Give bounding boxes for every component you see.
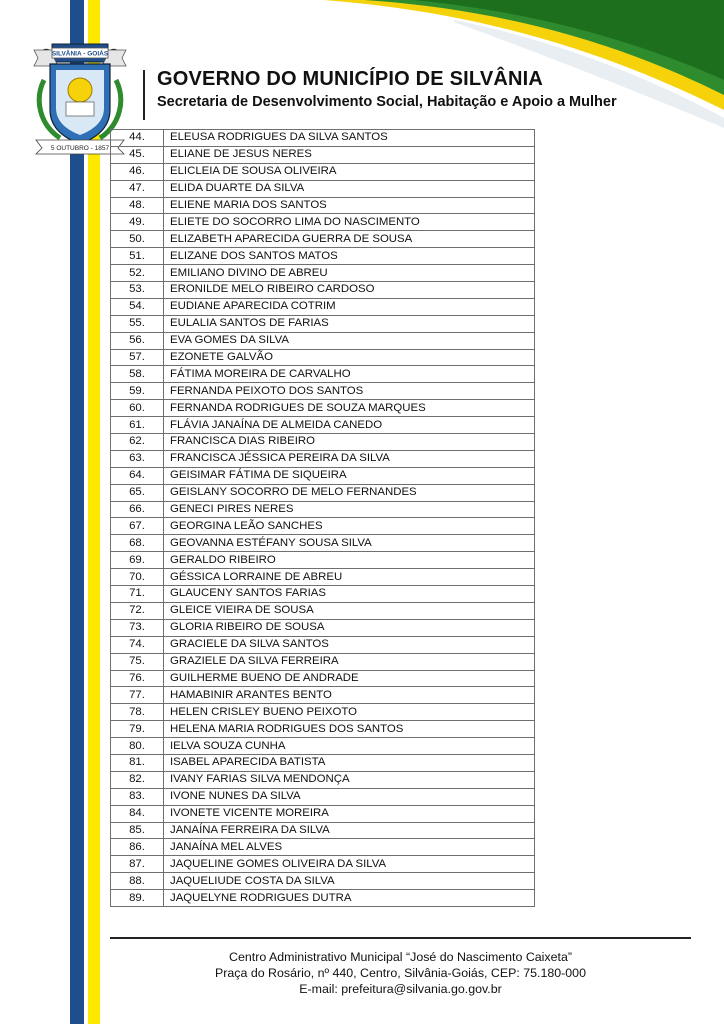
row-name: GRAZIELE DA SILVA FERREIRA bbox=[164, 653, 535, 670]
table-row bbox=[111, 400, 535, 417]
table-row bbox=[111, 248, 535, 265]
row-number: 82. bbox=[111, 771, 164, 788]
row-name: GLEICE VIEIRA DE SOUSA bbox=[164, 602, 535, 619]
table-row bbox=[111, 434, 535, 451]
row-number: 49. bbox=[111, 214, 164, 231]
row-name: ERONILDE MELO RIBEIRO CARDOSO bbox=[164, 282, 535, 299]
crest-banner-bottom: 5 OUTUBRO - 1857 bbox=[50, 145, 110, 152]
row-name: IVONE NUNES DA SILVA bbox=[164, 788, 535, 805]
row-name: GLORIA RIBEIRO DE SOUSA bbox=[164, 619, 535, 636]
row-name: HAMABINIR ARANTES BENTO bbox=[164, 687, 535, 704]
table-row bbox=[111, 805, 535, 822]
row-name: JAQUELINE GOMES OLIVEIRA DA SILVA bbox=[164, 856, 535, 873]
table-row bbox=[111, 653, 535, 670]
row-name: IVONETE VICENTE MOREIRA bbox=[164, 805, 535, 822]
row-number: 74. bbox=[111, 636, 164, 653]
header-swoosh-graphic bbox=[304, 0, 724, 130]
row-number: 80. bbox=[111, 738, 164, 755]
table-row bbox=[111, 180, 535, 197]
row-name: FLÁVIA JANAÍNA DE ALMEIDA CANEDO bbox=[164, 417, 535, 434]
row-number: 85. bbox=[111, 822, 164, 839]
row-name: GEISIMAR FÁTIMA DE SIQUEIRA bbox=[164, 467, 535, 484]
row-name: GEISLANY SOCORRO DE MELO FERNANDES bbox=[164, 484, 535, 501]
row-number: 53. bbox=[111, 282, 164, 299]
row-number: 79. bbox=[111, 721, 164, 738]
row-number: 77. bbox=[111, 687, 164, 704]
row-name: ELIETE DO SOCORRO LIMA DO NASCIMENTO bbox=[164, 214, 535, 231]
table-row bbox=[111, 417, 535, 434]
row-number: 68. bbox=[111, 535, 164, 552]
table-row bbox=[111, 467, 535, 484]
table-row bbox=[111, 366, 535, 383]
row-name: FERNANDA RODRIGUES DE SOUZA MARQUES bbox=[164, 400, 535, 417]
row-name: JANAÍNA MEL ALVES bbox=[164, 839, 535, 856]
row-number: 58. bbox=[111, 366, 164, 383]
row-number: 56. bbox=[111, 332, 164, 349]
table-row bbox=[111, 754, 535, 771]
row-number: 76. bbox=[111, 670, 164, 687]
table-row bbox=[111, 197, 535, 214]
table-row bbox=[111, 839, 535, 856]
row-number: 61. bbox=[111, 417, 164, 434]
row-number: 51. bbox=[111, 248, 164, 265]
row-name: FERNANDA PEIXOTO DOS SANTOS bbox=[164, 383, 535, 400]
table-row bbox=[111, 771, 535, 788]
row-name: GENECI PIRES NERES bbox=[164, 501, 535, 518]
table-row bbox=[111, 788, 535, 805]
table-row bbox=[111, 484, 535, 501]
row-name: ELICLEIA DE SOUSA OLIVEIRA bbox=[164, 163, 535, 180]
row-name: FÁTIMA MOREIRA DE CARVALHO bbox=[164, 366, 535, 383]
table-row bbox=[111, 822, 535, 839]
row-number: 73. bbox=[111, 619, 164, 636]
footer-address-line-2: Praça do Rosário, nº 440, Centro, Silvânia-Goiás, CEP: 75.180-000 bbox=[215, 966, 586, 980]
table-row bbox=[111, 298, 535, 315]
table-row bbox=[111, 704, 535, 721]
row-number: 46. bbox=[111, 163, 164, 180]
row-name: FRANCISCA JÉSSICA PEREIRA DA SILVA bbox=[164, 450, 535, 467]
row-number: 54. bbox=[111, 298, 164, 315]
table-row bbox=[111, 586, 535, 603]
row-name: GÉSSICA LORRAINE DE ABREU bbox=[164, 569, 535, 586]
table-row bbox=[111, 332, 535, 349]
row-name: IVANY FARIAS SILVA MENDONÇA bbox=[164, 771, 535, 788]
row-number: 60. bbox=[111, 400, 164, 417]
table-row bbox=[111, 163, 535, 180]
row-number: 89. bbox=[111, 890, 164, 907]
row-number: 63. bbox=[111, 450, 164, 467]
row-name: GLAUCENY SANTOS FARIAS bbox=[164, 586, 535, 603]
footer-address-line-1: Centro Administrativo Municipal “José do Nascimento Caixeta” bbox=[229, 950, 572, 964]
table-row bbox=[111, 602, 535, 619]
table-row bbox=[111, 535, 535, 552]
row-number: 52. bbox=[111, 265, 164, 282]
table-row bbox=[111, 856, 535, 873]
table-row bbox=[111, 721, 535, 738]
row-name: ELIENE MARIA DOS SANTOS bbox=[164, 197, 535, 214]
table-row bbox=[111, 315, 535, 332]
table-row bbox=[111, 636, 535, 653]
table-row bbox=[111, 231, 535, 248]
row-number: 86. bbox=[111, 839, 164, 856]
row-number: 50. bbox=[111, 231, 164, 248]
row-name: IELVA SOUZA CUNHA bbox=[164, 738, 535, 755]
table-row bbox=[111, 619, 535, 636]
page-subtitle: Secretaria de Desenvolvimento Social, Habitação e Apoio a Mulher bbox=[157, 94, 617, 110]
table-row bbox=[111, 450, 535, 467]
row-name: EUDIANE APARECIDA COTRIM bbox=[164, 298, 535, 315]
row-number: 55. bbox=[111, 315, 164, 332]
row-name: EMILIANO DIVINO DE ABREU bbox=[164, 265, 535, 282]
row-number: 84. bbox=[111, 805, 164, 822]
table-row bbox=[111, 569, 535, 586]
row-number: 44. bbox=[111, 130, 164, 147]
row-name: FRANCISCA DIAS RIBEIRO bbox=[164, 434, 535, 451]
row-number: 66. bbox=[111, 501, 164, 518]
footer-email: E-mail: prefeitura@silvania.go.gov.br bbox=[299, 982, 502, 996]
row-name: ELIZABETH APARECIDA GUERRA DE SOUSA bbox=[164, 231, 535, 248]
row-name: GUILHERME BUENO DE ANDRADE bbox=[164, 670, 535, 687]
row-name: ISABEL APARECIDA BATISTA bbox=[164, 754, 535, 771]
table-row bbox=[111, 214, 535, 231]
row-number: 57. bbox=[111, 349, 164, 366]
table-row bbox=[111, 349, 535, 366]
row-name: ELIDA DUARTE DA SILVA bbox=[164, 180, 535, 197]
page-title: GOVERNO DO MUNICÍPIO DE SILVÂNIA bbox=[157, 68, 544, 90]
table-row bbox=[111, 552, 535, 569]
table-row bbox=[111, 890, 535, 907]
row-number: 59. bbox=[111, 383, 164, 400]
crest-banner-top: SILVÂNIA - GOIÁS bbox=[51, 50, 109, 58]
row-number: 88. bbox=[111, 873, 164, 890]
row-name: GRACIELE DA SILVA SANTOS bbox=[164, 636, 535, 653]
row-number: 45. bbox=[111, 146, 164, 163]
row-number: 48. bbox=[111, 197, 164, 214]
row-number: 71. bbox=[111, 586, 164, 603]
row-name: GEOVANNA ESTÉFANY SOUSA SILVA bbox=[164, 535, 535, 552]
row-number: 75. bbox=[111, 653, 164, 670]
table-row bbox=[111, 670, 535, 687]
row-name: HELEN CRISLEY BUENO PEIXOTO bbox=[164, 704, 535, 721]
row-name: ELEUSA RODRIGUES DA SILVA SANTOS bbox=[164, 130, 535, 147]
table-row bbox=[111, 130, 535, 147]
row-name: EVA GOMES DA SILVA bbox=[164, 332, 535, 349]
row-name: GERALDO RIBEIRO bbox=[164, 552, 535, 569]
row-number: 70. bbox=[111, 569, 164, 586]
row-name: JAQUELIUDE COSTA DA SILVA bbox=[164, 873, 535, 890]
beneficiary-table bbox=[110, 129, 535, 907]
table-row bbox=[111, 518, 535, 535]
row-number: 65. bbox=[111, 484, 164, 501]
row-number: 87. bbox=[111, 856, 164, 873]
table-row bbox=[111, 738, 535, 755]
row-number: 64. bbox=[111, 467, 164, 484]
table-row bbox=[111, 265, 535, 282]
row-name: ELIZANE DOS SANTOS MATOS bbox=[164, 248, 535, 265]
header-divider bbox=[143, 70, 145, 120]
table-row bbox=[111, 873, 535, 890]
table-row bbox=[111, 383, 535, 400]
row-name: EULALIA SANTOS DE FARIAS bbox=[164, 315, 535, 332]
row-number: 67. bbox=[111, 518, 164, 535]
row-name: ELIANE DE JESUS NERES bbox=[164, 146, 535, 163]
footer-divider bbox=[110, 937, 691, 939]
row-name: GEORGINA LEÃO SANCHES bbox=[164, 518, 535, 535]
row-name: JANAÍNA FERREIRA DA SILVA bbox=[164, 822, 535, 839]
row-number: 72. bbox=[111, 602, 164, 619]
table-row bbox=[111, 501, 535, 518]
row-number: 78. bbox=[111, 704, 164, 721]
row-name: JAQUELYNE RODRIGUES DUTRA bbox=[164, 890, 535, 907]
table-row bbox=[111, 282, 535, 299]
row-name: HELENA MARIA RODRIGUES DOS SANTOS bbox=[164, 721, 535, 738]
row-number: 47. bbox=[111, 180, 164, 197]
row-number: 69. bbox=[111, 552, 164, 569]
row-number: 81. bbox=[111, 754, 164, 771]
table-row bbox=[111, 146, 535, 163]
row-number: 62. bbox=[111, 434, 164, 451]
row-number: 83. bbox=[111, 788, 164, 805]
table-row bbox=[111, 687, 535, 704]
beneficiary-table-body bbox=[111, 130, 535, 907]
row-name: EZONETE GALVÃO bbox=[164, 349, 535, 366]
